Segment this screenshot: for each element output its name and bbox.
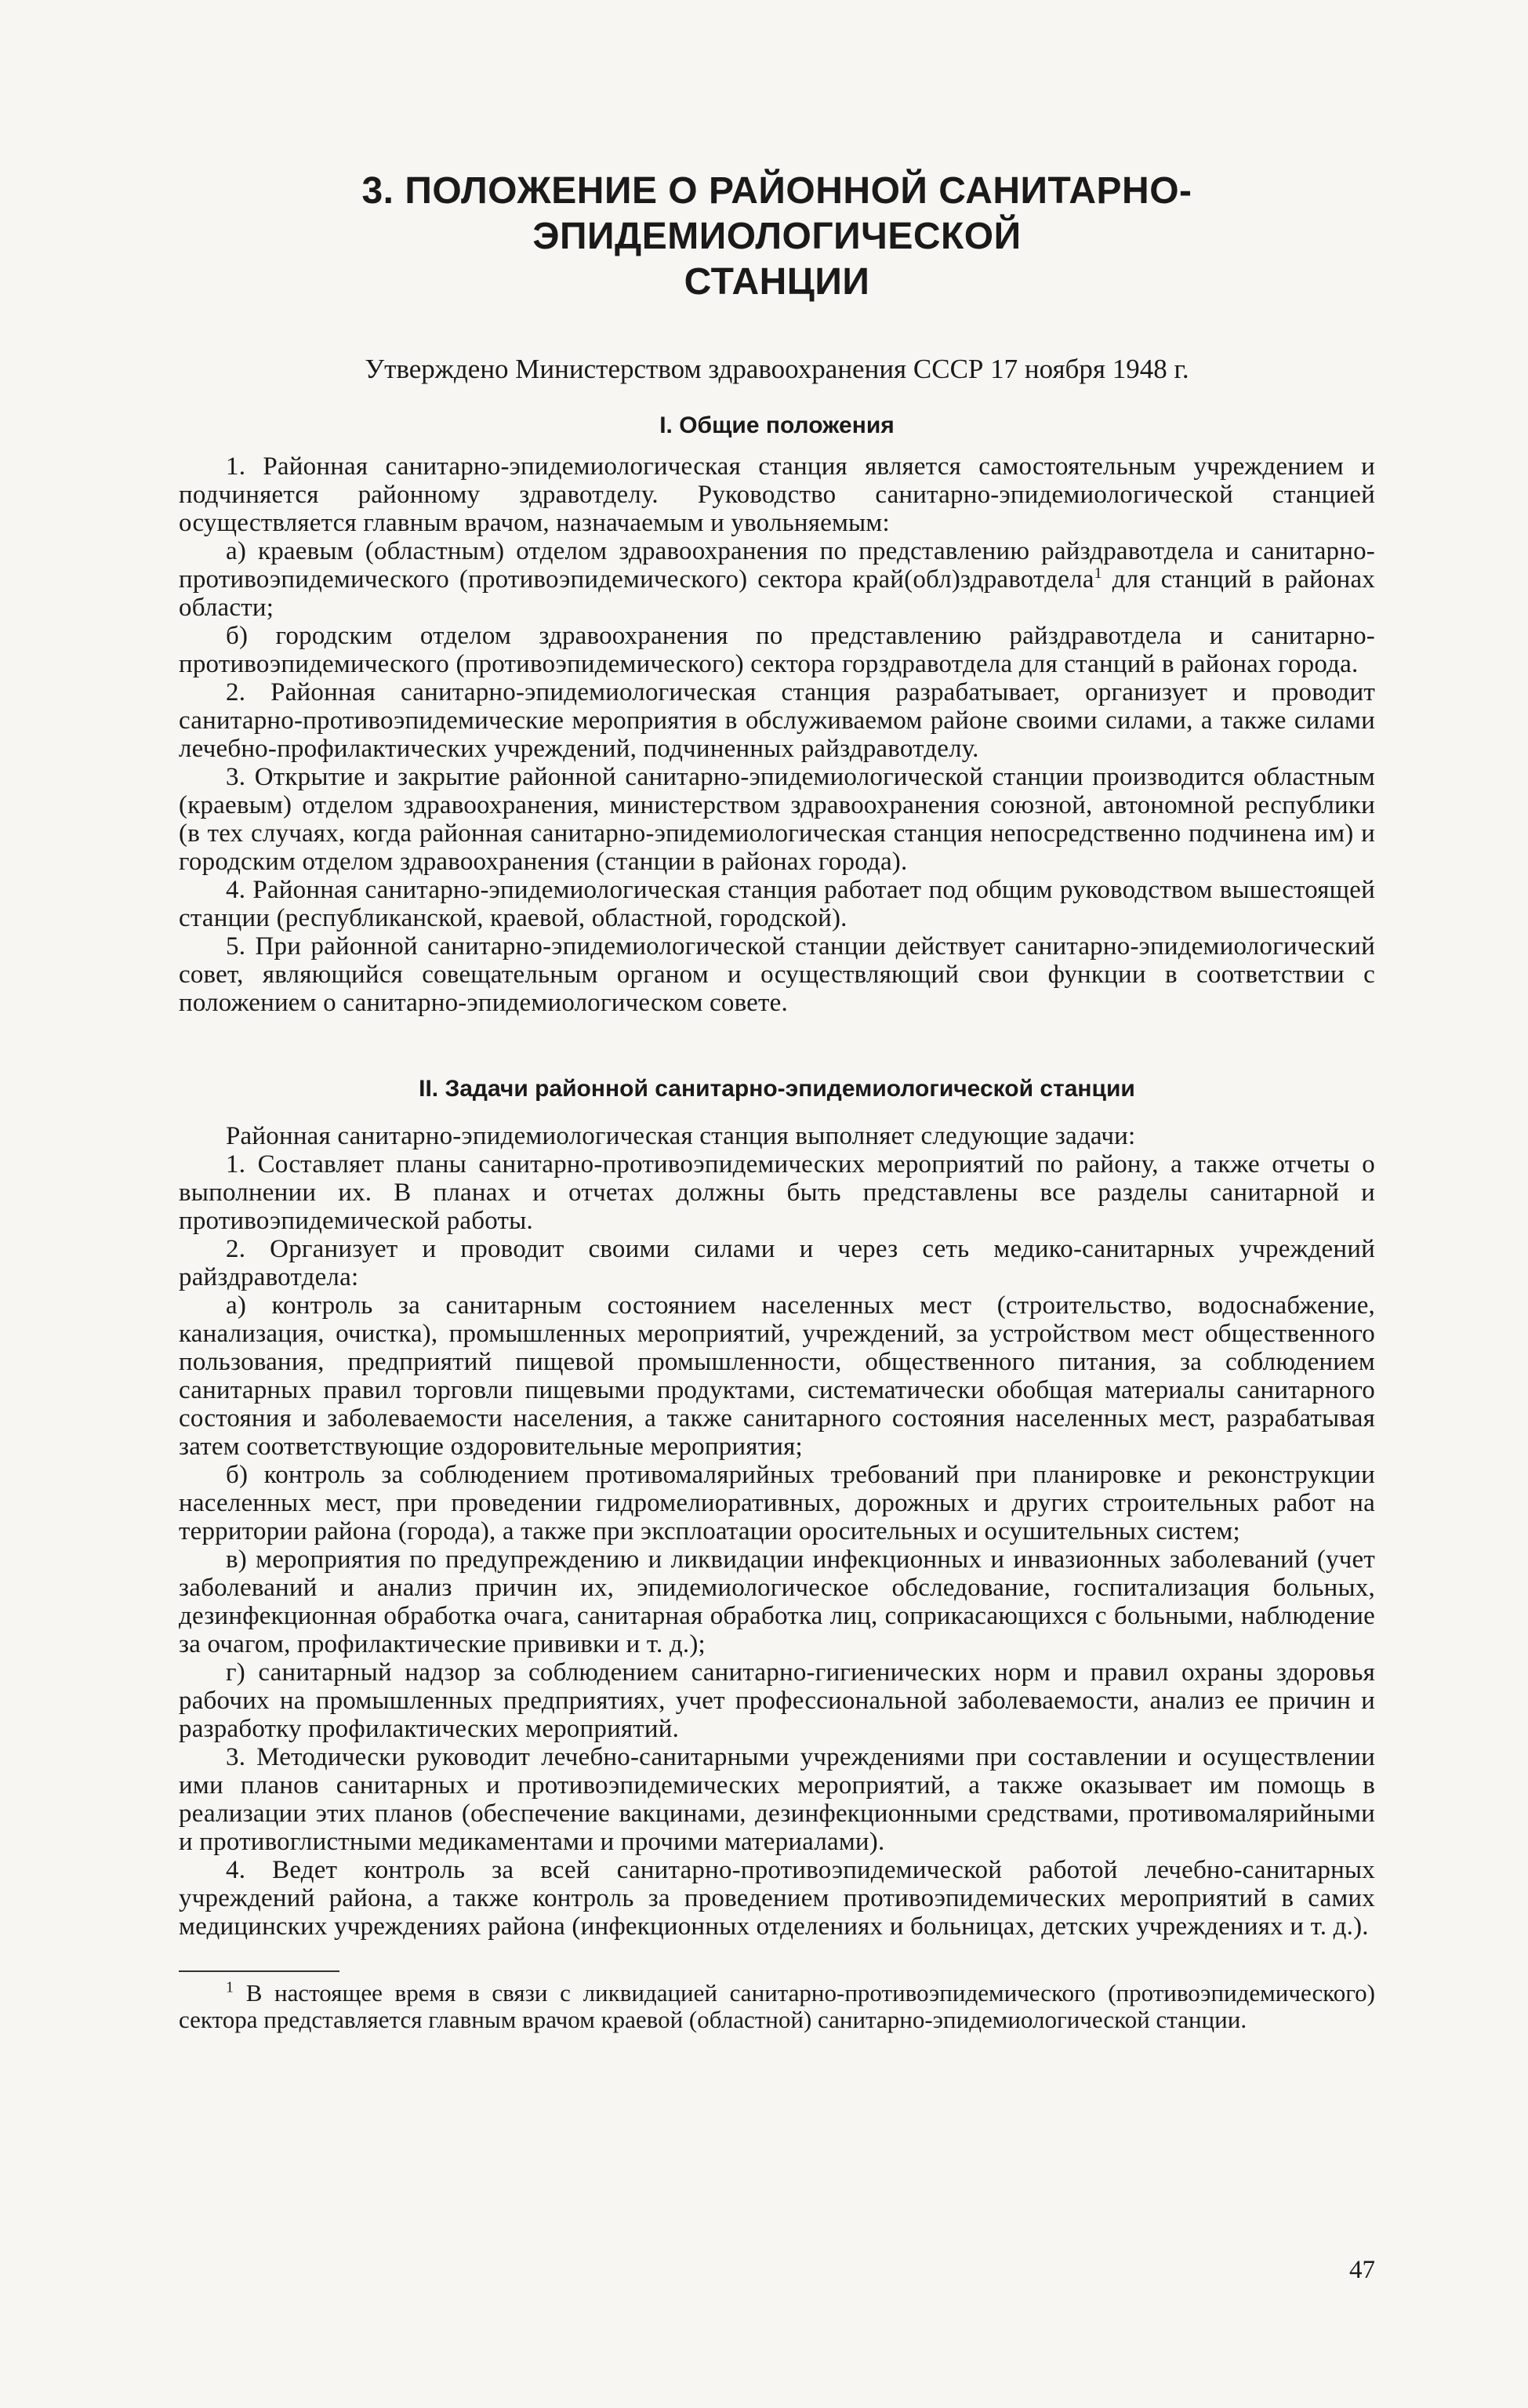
- paragraph: в) мероприятия по предупреждению и ликвидации инфекционных и инвазионных заболеваний (учет заболеваний и анализ причин их, эпидемиологическое обследование, госпитализация больных, дезинфекционная обработка очага, санитарная обработка лиц, соприкасающихся с больными, наблюдение за очагом, профилактические прививки и т. д.);: [179, 1545, 1375, 1658]
- document-title-line-1: 3. ПОЛОЖЕНИЕ О РАЙОННОЙ САНИТАРНО-ЭПИДЕМИОЛОГИЧЕСКОЙ: [361, 170, 1192, 257]
- paragraph: 3. Методически руководит лечебно-санитарными учреждениями при составлении и осуществлении ими планов санитарных и противоэпидемических мероприятий, а также оказывает им помощь в реализации этих планов (обеспечение вакцинами, дезинфекционными средствами, противомалярийными и противоглистными медикаментами и прочими материалами).: [179, 1743, 1375, 1856]
- paragraph: 2. Районная санитарно-эпидемиологическая станция разрабатывает, организует и проводит санитарно-противоэпидемические мероприятия в обслуживаемом районе своими силами, а также силами лечебно-профилактических учреждений, подчиненных райздравотделу.: [179, 678, 1375, 763]
- document-title-line-2: СТАНЦИИ: [684, 261, 870, 303]
- footnote-mark: 1: [226, 1978, 234, 1996]
- paragraph-text-tail: для станций в районах области;: [179, 565, 1376, 622]
- paragraph: 3. Открытие и закрытие районной санитарно-эпидемиологической станции производится областным (краевым) отделом здравоохранения, министерством здравоохранения союзной, автономной республики (в тех случаях, когда районная санитарно-эпидемиологическая станция непосредственно подчинена им) и городским отделом здравоохранения (станции в районах города).: [179, 763, 1375, 876]
- page-number: 47: [1349, 2256, 1375, 2284]
- paragraph: Районная санитарно-эпидемиологическая станция выполняет следующие задачи:: [226, 1122, 1136, 1150]
- paragraph: 5. При районной санитарно-эпидемиологической станции действует санитарно-эпидемиологический совет, являющийся совещательным органом и осуществляющий свои функции в соответствии с положением о санитарно-эпидемиологическом совете.: [179, 932, 1375, 1017]
- paragraph: б) городским отделом здравоохранения по представлению райздравотдела и санитарно-противоэпидемического (противоэпидемического) сектора горздравотдела для станций в районах города.: [179, 622, 1375, 678]
- approval-note: Утверждено Министерством здравоохранения СССР 17 ноября 1948 г.: [365, 354, 1189, 384]
- paragraph: а) контроль за санитарным состоянием населенных мест (строительство, водоснабжение, канализация, очистка), промышленных мероприятий, учреждений, за устройством мест общественного пользования, предприятий пищевой промышленности, общественного питания, за соблюдением санитарных правил торговли пищевыми продуктами, систематически обобщая материалы санитарного состояния и заболеваемости населения, а также санитарного состояния населенных мест, разрабатывая затем соответствующие оздоровительные мероприятия;: [179, 1291, 1375, 1461]
- paragraph: 1. Районная санитарно-эпидемиологическая станция является самостоятельным учреждением и подчиняется районному здравотделу. Руководство санитарно-эпидемиологической станцией осуществляется главным врачом, назначаемым и увольняемым:: [179, 452, 1375, 537]
- paragraph: г) санитарный надзор за соблюдением санитарно-гигиенических норм и правил охраны здоровья рабочих на промышленных предприятиях, учет профессиональной заболеваемости, анализ ее причин и разработку профилактических мероприятий.: [179, 1658, 1375, 1743]
- section-general-heading: I. Общие положения: [659, 412, 895, 438]
- document-title: [179, 169, 1375, 305]
- footnote-reference: 1: [1094, 565, 1102, 582]
- paragraph: 4. Ведет контроль за всей санитарно-противоэпидемической работой лечебно-санитарных учреждений района, а также контроль за проведением противоэпидемических мероприятий в самих медицинских учреждениях района (инфекционных отделениях и больницах, детских учреждениях и т. д.).: [179, 1856, 1375, 1941]
- paragraph-text: а) краевым (областным) отделом здравоохранения по представлению райздравотдела и санитарно-противоэпидемического (противоэпидемического) сектора край(обл)здравотдела: [179, 537, 1375, 594]
- paragraph: 1. Составляет планы санитарно-противоэпидемических мероприятий по району, а также отчеты о выполнении их. В планах и отчетах должны быть представлены все разделы санитарной и противоэпидемической работы.: [179, 1150, 1375, 1235]
- footnote-divider: [179, 1970, 339, 1972]
- paragraph: 2. Организует и проводит своими силами и через сеть медико-санитарных учреждений райздравотдела:: [179, 1235, 1375, 1291]
- section-tasks: [179, 1073, 1375, 1941]
- footnote-text: В настоящее время в связи с ликвидацией санитарно-противоэпидемического (противоэпидемического) сектора представляется главным врачом краевой (областной) санитарно-эпидемиологической станции.: [179, 1979, 1375, 2033]
- paragraph: б) контроль за соблюдением противомалярийных требований при планировке и реконструкции населенных мест, при проведении гидромелиоративных, дорожных и других строительных работ на территории района (города), а также при эксплоатации оросительных и осушительных систем;: [179, 1461, 1375, 1545]
- footnote-block: [179, 1970, 1375, 2033]
- footnote: [179, 1980, 1375, 2033]
- paragraph: 4. Районная санитарно-эпидемиологическая станция работает под общим руководством вышестоящей станции (республиканской, краевой, областной, городской).: [179, 876, 1375, 932]
- section-general: [179, 410, 1375, 1017]
- section-tasks-heading: II. Задачи районной санитарно-эпидемиологической станции: [419, 1076, 1135, 1102]
- paragraph-with-footnote-ref: [179, 537, 1375, 622]
